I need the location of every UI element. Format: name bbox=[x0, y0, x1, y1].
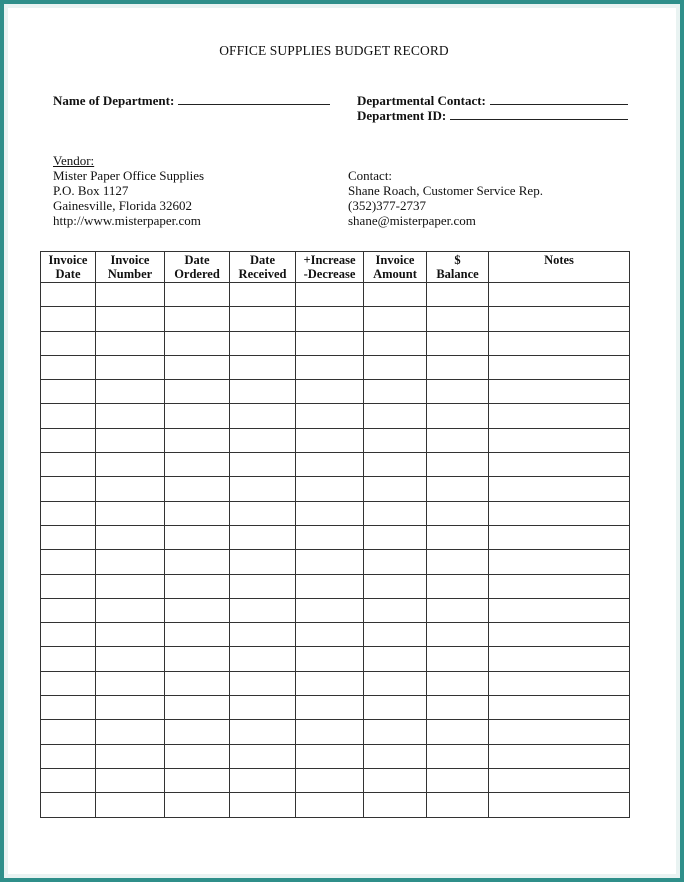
header-date-received: Date Received bbox=[230, 252, 296, 283]
table-row bbox=[41, 671, 630, 695]
budget-ledger-table bbox=[40, 251, 630, 818]
table-cell[interactable] bbox=[96, 501, 165, 525]
table-cell[interactable] bbox=[96, 598, 165, 622]
table-cell[interactable] bbox=[427, 453, 489, 477]
table-cell[interactable] bbox=[41, 283, 96, 307]
department-name-field bbox=[53, 92, 330, 109]
table-cell[interactable] bbox=[96, 550, 165, 574]
table-cell[interactable] bbox=[489, 525, 630, 549]
table-cell[interactable] bbox=[96, 793, 165, 817]
table-cell[interactable] bbox=[41, 380, 96, 404]
table-cell[interactable] bbox=[296, 574, 364, 598]
table-row bbox=[41, 428, 630, 452]
table-cell[interactable] bbox=[96, 696, 165, 720]
table-cell[interactable] bbox=[296, 501, 364, 525]
table-cell[interactable] bbox=[427, 598, 489, 622]
table-cell[interactable] bbox=[427, 744, 489, 768]
table-cell[interactable] bbox=[296, 550, 364, 574]
table-cell[interactable] bbox=[489, 744, 630, 768]
contact-line: Shane Roach, Customer Service Rep. bbox=[348, 183, 543, 198]
table-cell[interactable] bbox=[96, 380, 165, 404]
table-cell[interactable] bbox=[489, 477, 630, 501]
table-row bbox=[41, 307, 630, 331]
table-cell[interactable] bbox=[364, 477, 427, 501]
table-cell[interactable] bbox=[230, 550, 296, 574]
table-cell[interactable] bbox=[296, 720, 364, 744]
table-cell[interactable] bbox=[165, 307, 230, 331]
table-cell[interactable] bbox=[427, 380, 489, 404]
table-cell[interactable] bbox=[427, 307, 489, 331]
table-cell[interactable] bbox=[364, 501, 427, 525]
table-cell[interactable] bbox=[296, 671, 364, 695]
table-cell[interactable] bbox=[427, 671, 489, 695]
table-cell[interactable] bbox=[364, 283, 427, 307]
table-cell[interactable] bbox=[296, 355, 364, 379]
table-cell[interactable] bbox=[165, 501, 230, 525]
table-cell[interactable] bbox=[296, 283, 364, 307]
table-cell[interactable] bbox=[41, 404, 96, 428]
table-cell[interactable] bbox=[296, 525, 364, 549]
table-cell[interactable] bbox=[427, 404, 489, 428]
table-cell[interactable] bbox=[230, 671, 296, 695]
table-cell[interactable] bbox=[165, 671, 230, 695]
table-cell[interactable] bbox=[41, 671, 96, 695]
table-cell[interactable] bbox=[230, 525, 296, 549]
table-cell[interactable] bbox=[364, 355, 427, 379]
header-balance: $ Balance bbox=[427, 252, 489, 283]
contact-label: Contact: bbox=[348, 168, 393, 183]
table-cell[interactable] bbox=[427, 283, 489, 307]
department-name-blank[interactable] bbox=[178, 92, 330, 105]
vendor-line: Mister Paper Office Supplies bbox=[53, 168, 205, 183]
table-row bbox=[41, 623, 630, 647]
table-cell[interactable] bbox=[489, 428, 630, 452]
table-cell[interactable] bbox=[165, 331, 230, 355]
table-cell[interactable] bbox=[489, 696, 630, 720]
contact-line: (352)377-2737 bbox=[348, 198, 426, 213]
table-cell[interactable] bbox=[96, 647, 165, 671]
table-cell[interactable] bbox=[230, 380, 296, 404]
table-row bbox=[41, 768, 630, 792]
table-cell[interactable] bbox=[364, 550, 427, 574]
table-cell[interactable] bbox=[364, 647, 427, 671]
table-cell[interactable] bbox=[364, 744, 427, 768]
table-cell[interactable] bbox=[296, 428, 364, 452]
vendor-label: Vendor: bbox=[53, 153, 95, 168]
table-cell[interactable] bbox=[41, 696, 96, 720]
table-cell[interactable] bbox=[165, 598, 230, 622]
departmental-contact-label: Departmental Contact: bbox=[357, 93, 486, 108]
table-cell[interactable] bbox=[230, 355, 296, 379]
table-cell[interactable] bbox=[427, 574, 489, 598]
table-cell[interactable] bbox=[96, 428, 165, 452]
table-row bbox=[41, 331, 630, 355]
table-cell[interactable] bbox=[230, 283, 296, 307]
table-cell[interactable] bbox=[230, 623, 296, 647]
table-cell[interactable] bbox=[427, 477, 489, 501]
table-cell[interactable] bbox=[96, 720, 165, 744]
table-cell[interactable] bbox=[41, 793, 96, 817]
table-cell[interactable] bbox=[41, 574, 96, 598]
table-cell[interactable] bbox=[230, 501, 296, 525]
table-cell[interactable] bbox=[230, 647, 296, 671]
table-cell[interactable] bbox=[364, 768, 427, 792]
table-cell[interactable] bbox=[427, 525, 489, 549]
table-cell[interactable] bbox=[489, 598, 630, 622]
header-notes: Notes bbox=[489, 252, 630, 283]
table-row bbox=[41, 744, 630, 768]
table-cell[interactable] bbox=[165, 355, 230, 379]
table-cell[interactable] bbox=[230, 598, 296, 622]
table-cell[interactable] bbox=[96, 307, 165, 331]
header-increase-decrease: +Increase -Decrease bbox=[296, 252, 364, 283]
department-id-blank[interactable] bbox=[450, 107, 628, 120]
table-cell[interactable] bbox=[96, 477, 165, 501]
table-cell[interactable] bbox=[364, 671, 427, 695]
table-cell[interactable] bbox=[296, 380, 364, 404]
table-cell[interactable] bbox=[489, 355, 630, 379]
table-cell[interactable] bbox=[489, 404, 630, 428]
table-cell[interactable] bbox=[489, 574, 630, 598]
table-cell[interactable] bbox=[489, 380, 630, 404]
table-cell[interactable] bbox=[165, 404, 230, 428]
department-name-label: Name of Department: bbox=[53, 93, 175, 108]
header-date-ordered: Date Ordered bbox=[165, 252, 230, 283]
table-cell[interactable] bbox=[41, 331, 96, 355]
table-cell[interactable] bbox=[427, 647, 489, 671]
table-cell[interactable] bbox=[296, 331, 364, 355]
form-title: OFFICE SUPPLIES BUDGET RECORD bbox=[219, 43, 449, 58]
table-cell[interactable] bbox=[165, 647, 230, 671]
table-cell[interactable] bbox=[489, 671, 630, 695]
table-row bbox=[41, 453, 630, 477]
table-cell[interactable] bbox=[364, 453, 427, 477]
vendor-line: P.O. Box 1127 bbox=[53, 183, 129, 198]
table-row bbox=[41, 525, 630, 549]
table-cell[interactable] bbox=[96, 283, 165, 307]
table-cell[interactable] bbox=[165, 623, 230, 647]
table-cell[interactable] bbox=[427, 550, 489, 574]
table-cell[interactable] bbox=[489, 793, 630, 817]
table-cell[interactable] bbox=[296, 307, 364, 331]
header-invoice-amount: Invoice Amount bbox=[364, 252, 427, 283]
header-invoice-number: Invoice Number bbox=[96, 252, 165, 283]
table-cell[interactable] bbox=[165, 550, 230, 574]
table-cell[interactable] bbox=[230, 574, 296, 598]
table-cell[interactable] bbox=[364, 428, 427, 452]
table-row bbox=[41, 501, 630, 525]
table-cell[interactable] bbox=[41, 453, 96, 477]
table-row bbox=[41, 793, 630, 817]
table-cell[interactable] bbox=[489, 331, 630, 355]
table-cell[interactable] bbox=[96, 744, 165, 768]
table-cell[interactable] bbox=[165, 477, 230, 501]
table-cell[interactable] bbox=[427, 428, 489, 452]
table-cell[interactable] bbox=[489, 720, 630, 744]
header-invoice-date: Invoice Date bbox=[41, 252, 96, 283]
table-cell[interactable] bbox=[230, 477, 296, 501]
table-cell[interactable] bbox=[427, 793, 489, 817]
table-cell[interactable] bbox=[96, 404, 165, 428]
table-cell[interactable] bbox=[165, 574, 230, 598]
vendor-line: Gainesville, Florida 32602 bbox=[53, 198, 193, 213]
table-row bbox=[41, 696, 630, 720]
table-cell[interactable] bbox=[296, 793, 364, 817]
department-id-label: Department ID: bbox=[357, 108, 447, 123]
table-cell[interactable] bbox=[364, 331, 427, 355]
table-cell[interactable] bbox=[41, 720, 96, 744]
table-cell[interactable] bbox=[296, 647, 364, 671]
table-cell[interactable] bbox=[489, 453, 630, 477]
table-row bbox=[41, 720, 630, 744]
table-cell[interactable] bbox=[364, 598, 427, 622]
table-cell[interactable] bbox=[296, 404, 364, 428]
table-cell[interactable] bbox=[489, 768, 630, 792]
table-cell[interactable] bbox=[165, 696, 230, 720]
table-cell[interactable] bbox=[41, 647, 96, 671]
table-header-row bbox=[41, 252, 630, 283]
table-cell[interactable] bbox=[96, 355, 165, 379]
table-cell[interactable] bbox=[296, 477, 364, 501]
table-cell[interactable] bbox=[165, 768, 230, 792]
table-cell[interactable] bbox=[364, 307, 427, 331]
vendor-website: http://www.misterpaper.com bbox=[53, 213, 201, 228]
table-cell[interactable] bbox=[230, 404, 296, 428]
table-cell[interactable] bbox=[427, 501, 489, 525]
table-row bbox=[41, 598, 630, 622]
table-cell[interactable] bbox=[165, 720, 230, 744]
table-cell[interactable] bbox=[296, 623, 364, 647]
table-cell[interactable] bbox=[427, 768, 489, 792]
table-cell[interactable] bbox=[41, 623, 96, 647]
table-cell[interactable] bbox=[296, 744, 364, 768]
contact-block bbox=[348, 168, 543, 228]
table-cell[interactable] bbox=[230, 307, 296, 331]
table-cell[interactable] bbox=[41, 501, 96, 525]
table-row bbox=[41, 355, 630, 379]
table-cell[interactable] bbox=[230, 428, 296, 452]
departmental-contact-blank[interactable] bbox=[490, 92, 628, 105]
table-cell[interactable] bbox=[364, 380, 427, 404]
table-cell[interactable] bbox=[96, 525, 165, 549]
table-cell[interactable] bbox=[489, 501, 630, 525]
table-cell[interactable] bbox=[296, 453, 364, 477]
table-cell[interactable] bbox=[41, 744, 96, 768]
table-cell[interactable] bbox=[165, 793, 230, 817]
table-cell[interactable] bbox=[165, 525, 230, 549]
table-cell[interactable] bbox=[427, 720, 489, 744]
table-cell[interactable] bbox=[427, 331, 489, 355]
table-cell[interactable] bbox=[364, 696, 427, 720]
table-cell[interactable] bbox=[165, 380, 230, 404]
table-cell[interactable] bbox=[41, 428, 96, 452]
table-row bbox=[41, 574, 630, 598]
table-cell[interactable] bbox=[296, 598, 364, 622]
table-cell[interactable] bbox=[41, 355, 96, 379]
table-cell[interactable] bbox=[230, 744, 296, 768]
table-cell[interactable] bbox=[296, 696, 364, 720]
table-cell[interactable] bbox=[489, 307, 630, 331]
department-id-field bbox=[357, 107, 628, 124]
table-cell[interactable] bbox=[41, 525, 96, 549]
table-cell[interactable] bbox=[427, 696, 489, 720]
table-cell[interactable] bbox=[489, 623, 630, 647]
table-cell[interactable] bbox=[230, 453, 296, 477]
table-cell[interactable] bbox=[41, 598, 96, 622]
table-cell[interactable] bbox=[41, 477, 96, 501]
table-cell[interactable] bbox=[427, 355, 489, 379]
table-cell[interactable] bbox=[96, 331, 165, 355]
contact-email: shane@misterpaper.com bbox=[348, 213, 476, 228]
table-cell[interactable] bbox=[296, 768, 364, 792]
table-cell[interactable] bbox=[489, 550, 630, 574]
table-cell[interactable] bbox=[96, 671, 165, 695]
table-cell[interactable] bbox=[230, 331, 296, 355]
table-row bbox=[41, 283, 630, 307]
table-cell[interactable] bbox=[364, 793, 427, 817]
table-body bbox=[41, 283, 630, 818]
table-cell[interactable] bbox=[165, 453, 230, 477]
table-row bbox=[41, 404, 630, 428]
table-cell[interactable] bbox=[96, 574, 165, 598]
table-row bbox=[41, 550, 630, 574]
table-row bbox=[41, 477, 630, 501]
table-cell[interactable] bbox=[364, 525, 427, 549]
table-row bbox=[41, 647, 630, 671]
table-cell[interactable] bbox=[165, 744, 230, 768]
vendor-block bbox=[53, 153, 204, 228]
table-cell[interactable] bbox=[230, 793, 296, 817]
table-cell[interactable] bbox=[230, 696, 296, 720]
table-cell[interactable] bbox=[41, 307, 96, 331]
table-cell[interactable] bbox=[489, 647, 630, 671]
table-cell[interactable] bbox=[41, 768, 96, 792]
table-cell[interactable] bbox=[364, 623, 427, 647]
table-cell[interactable] bbox=[165, 428, 230, 452]
table-cell[interactable] bbox=[364, 720, 427, 744]
table-row bbox=[41, 380, 630, 404]
table-cell[interactable] bbox=[230, 720, 296, 744]
table-cell[interactable] bbox=[230, 768, 296, 792]
table-cell[interactable] bbox=[41, 550, 96, 574]
table-cell[interactable] bbox=[96, 453, 165, 477]
table-cell[interactable] bbox=[489, 283, 630, 307]
table-cell[interactable] bbox=[165, 283, 230, 307]
table-cell[interactable] bbox=[427, 623, 489, 647]
table-cell[interactable] bbox=[96, 623, 165, 647]
table-cell[interactable] bbox=[96, 768, 165, 792]
table-cell[interactable] bbox=[364, 404, 427, 428]
table-cell[interactable] bbox=[364, 574, 427, 598]
